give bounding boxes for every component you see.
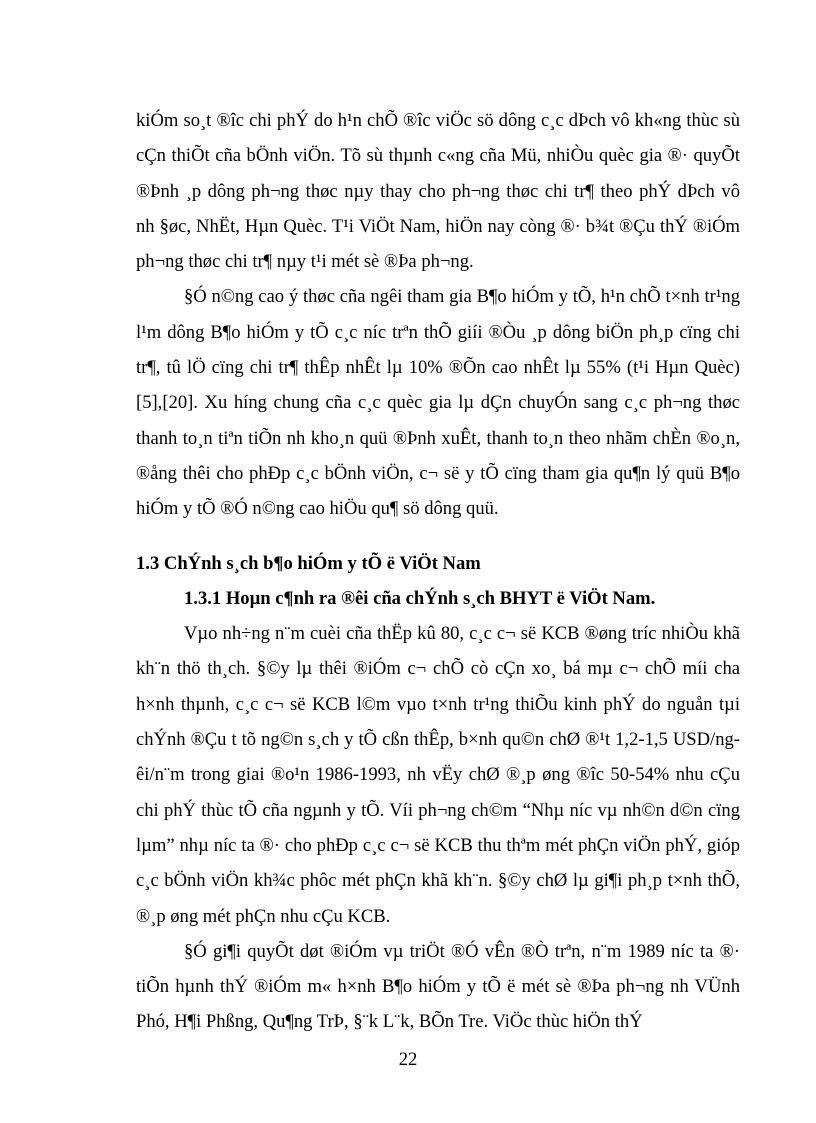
section-spacer — [136, 527, 740, 546]
subsection-heading: 1.3.1 Hoµn c¶nh ra ®êi cña chÝnh s¸ch BHYT ë ViÖt Nam. — [184, 587, 656, 609]
page-number: 22 — [398, 1049, 418, 1070]
paragraph-pilot: §Ó gi¶i quyÕt døt ®iÓm vµ triÖt ®Ó vÊn ®Ò trªn, n¨m 1989 níc ta ®· tiÕn hµnh thÝ ®iÓm m« h×nh B¶o hiÓm y tÕ ë mét sè ®Þa ph¬ng nh VÜnh Phó, H¶i Phßng, Qu¶ng TrÞ, §¨k L¨k, BÕn Tre. ViÖc thùc hiÖn thÝ — [136, 940, 740, 1033]
paragraph-background: Vµo nh÷ng n¨m cuèi cña thËp kû 80, c¸c c¬ së KCB ®øng tríc nhiÒu khã kh¨n thö th¸ch. §©y lµ thêi ®iÓm c¬ chÕ cò cÇn xo¸ bá mµ c¬ chÕ míi cha h×nh thµnh, c¸c c¬ së KCB l©m vµo t×nh tr¹ng thiÕu kinh phÝ do nguån tµi chÝnh ®Çu t tõ ng©n s¸ch y tÕ cßn thÊp, b×nh qu©n chØ ®¹t 1,2-1,5 USD/ngêi/n¨m trong giai ®o¹n 1986-1993, nh vËy chØ ®¸p øng ®îc 50-54% nhu cÇu chi phÝ thùc tÕ cña ngµnh y tÕ. Víi ph¬ng ch©m “Nhµ níc vµ nh©n d©n cïng lµm” nhµ níc ta ®· cho phÐp c¸c c¬ së KCB thu thªm mét phÇn viÖn phÝ, gióp c¸c bÖnh viÖn kh¾c phôc mét phÇn khã kh¨n. §©y chØ lµ gi¶i ph¸p t×nh thÕ, ®¸p øng mét phÇn nhu cÇu KCB. — [136, 623, 740, 927]
page-body — [136, 103, 740, 1040]
paragraph-cost-control: kiÓm so¸t ®îc chi phÝ do h¹n chÕ ®îc viÖc sö dông c¸c dÞch vô kh«ng thùc sù cÇn thiÕt cña bÖnh viÖn. Tõ sù thµnh c«ng cña Mü, nhiÒu quèc gia ®· quyÕt ®Þnh ¸p dông ph¬ng thøc nµy thay cho ph¬ng thøc chi tr¶ theo phÝ dÞch vô nh §øc, NhËt, Hµn Quèc. T¹i ViÖt Nam, hiÖn nay còng ®· b¾t ®Çu thÝ ®iÓm ph¬ng thøc chi tr¶ nµy t¹i mét sè ®Þa ph¬ng. — [136, 110, 740, 273]
paragraph-co-payment: §Ó n©ng cao ý thøc cña ngêi tham gia B¶o hiÓm y tÕ, h¹n chÕ t×nh tr¹ng l¹m dông B¶o hiÓm y tÕ c¸c níc trªn thÕ giíi ®Òu ¸p dông biÖn ph¸p cïng chi tr¶, tû lÖ cïng chi tr¶ thÊp nhÊt lµ 10% ®Õn cao nhÊt lµ 55% (t¹i Hµn Quèc) [5],[20]. Xu híng chung cña c¸c quèc gia lµ dÇn chuyÓn sang c¸c ph¬ng thøc thanh to¸n tiªn tiÕn nh kho¸n quü ®Þnh xuÊt, thanh to¸n theo nhãm chÈn ®o¸n, ®ång thêi cho phÐp c¸c bÖnh viÖn, c¬ së y tÕ cïng tham gia qu¶n lý quü B¶o hiÓm y tÕ ®Ó n©ng cao hiÖu qu¶ sö dông quü. — [136, 286, 740, 520]
section-heading: 1.3 ChÝnh s¸ch b¶o hiÓm y tÕ ë ViÖt Nam — [136, 552, 481, 574]
